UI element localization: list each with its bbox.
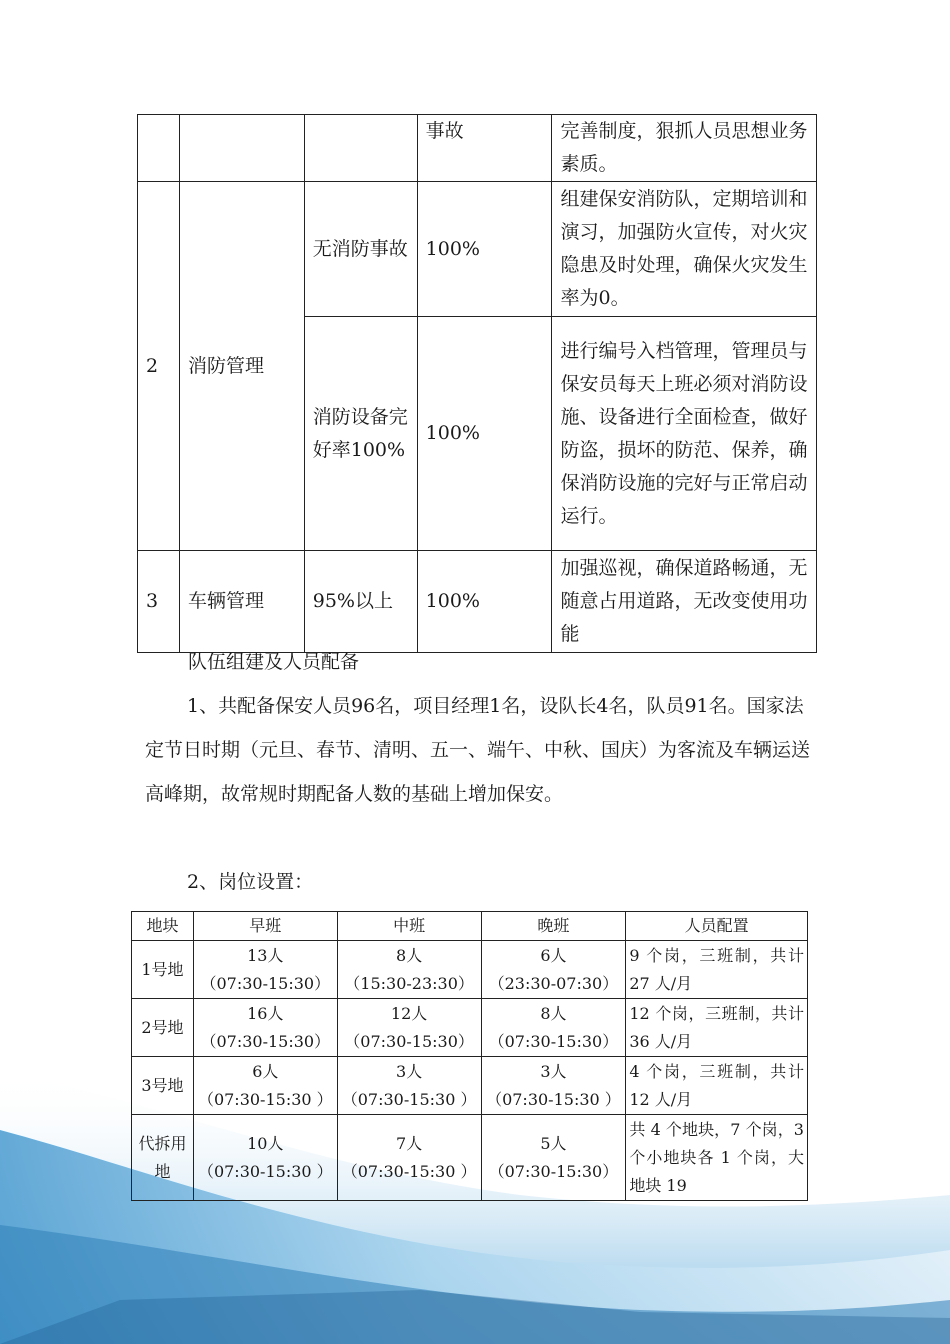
plot-cell: 2号地 bbox=[132, 999, 194, 1057]
table-cell: 消防管理 bbox=[179, 182, 304, 551]
table-row bbox=[138, 182, 817, 317]
table-cell: 消防设备完好率100% bbox=[304, 317, 417, 551]
shift-cell: 8人 （15:30-23:30） bbox=[337, 941, 481, 999]
shift-cell: 10人 （07:30-15:30 ） bbox=[193, 1115, 337, 1201]
shift-cell: 3人 （07:30-15:30 ） bbox=[481, 1057, 626, 1115]
security-targets-table bbox=[137, 114, 817, 653]
shift-cell: 16人 （07:30-15:30） bbox=[193, 999, 337, 1057]
shift-allocation-table bbox=[131, 911, 808, 1201]
shift-cell: 6人 （23:30-07:30） bbox=[481, 941, 626, 999]
plot-cell: 1号地 bbox=[132, 941, 194, 999]
plot-cell: 3号地 bbox=[132, 1057, 194, 1115]
header-late: 晚班 bbox=[481, 912, 626, 941]
staff-cell: 共 4 个地块，7 个岗，3 个小地块各 1 个岗，大地块 19 bbox=[626, 1115, 808, 1201]
table-cell: 2 bbox=[138, 182, 180, 551]
table-row bbox=[138, 551, 817, 653]
table-row bbox=[132, 999, 808, 1057]
table-row bbox=[132, 1115, 808, 1201]
table-row bbox=[132, 941, 808, 999]
header-staff: 人员配置 bbox=[626, 912, 808, 941]
table-header-row bbox=[132, 912, 808, 941]
header-mid: 中班 bbox=[337, 912, 481, 941]
table-cell: 组建保安消防队，定期培训和演习，加强防火宣传，对火灾隐患及时处理，确保火灾发生率为0。 bbox=[552, 182, 817, 317]
shift-cell: 13人 （07:30-15:30） bbox=[193, 941, 337, 999]
table-cell: 100% bbox=[417, 182, 552, 317]
shift-cell: 7人 （07:30-15:30 ） bbox=[337, 1115, 481, 1201]
table-cell: 95%以上 bbox=[304, 551, 417, 653]
table-cell: 车辆管理 bbox=[179, 551, 304, 653]
shift-cell: 6人 （07:30-15:30 ） bbox=[193, 1057, 337, 1115]
paragraph-staffing: 1、共配备保安人员96名，项目经理1名，设队长4名，队员91名。国家法定节日时期（元旦、春节、清明、五一、端午、中秋、国庆）为客流及车辆运送高峰期，故常规时期配备人数的基础上增加保安。 bbox=[145, 695, 811, 805]
plot-cell: 代拆用地 bbox=[132, 1115, 194, 1201]
table-cell: 3 bbox=[138, 551, 180, 653]
header-early: 早班 bbox=[193, 912, 337, 941]
section-title: 队伍组建及人员配备 bbox=[188, 651, 360, 673]
header-plot: 地块 bbox=[132, 912, 194, 941]
staff-cell: 4 个岗，三班制，共计 12 人/月 bbox=[626, 1057, 808, 1115]
table-row bbox=[138, 115, 817, 182]
table-cell: 进行编号入档管理，管理员与保安员每天上班必须对消防设施、设备进行全面检查，做好防盗，损坏的防范、保养，确保消防设施的完好与正常启动运行。 bbox=[552, 317, 817, 551]
shift-cell: 8人 （07:30-15:30） bbox=[481, 999, 626, 1057]
table-cell: 100% bbox=[417, 551, 552, 653]
paragraph-post-setup: 2、岗位设置： bbox=[187, 871, 314, 893]
staff-cell: 12 个岗，三班制，共计 36 人/月 bbox=[626, 999, 808, 1057]
table-cell: 100% bbox=[417, 317, 552, 551]
table-cell: 事故 bbox=[417, 115, 552, 182]
table-row bbox=[132, 1057, 808, 1115]
table-cell: 无消防事故 bbox=[304, 182, 417, 317]
shift-cell: 5人 （07:30-15:30） bbox=[481, 1115, 626, 1201]
shift-cell: 12人 （07:30-15:30） bbox=[337, 999, 481, 1057]
shift-cell: 3人 （07:30-15:30 ） bbox=[337, 1057, 481, 1115]
table-cell: 加强巡视，确保道路畅通，无随意占用道路，无改变使用功能 bbox=[552, 551, 817, 653]
staff-cell: 9 个岗，三班制，共计 27 人/月 bbox=[626, 941, 808, 999]
table-cell: 完善制度，狠抓人员思想业务素质。 bbox=[552, 115, 817, 182]
